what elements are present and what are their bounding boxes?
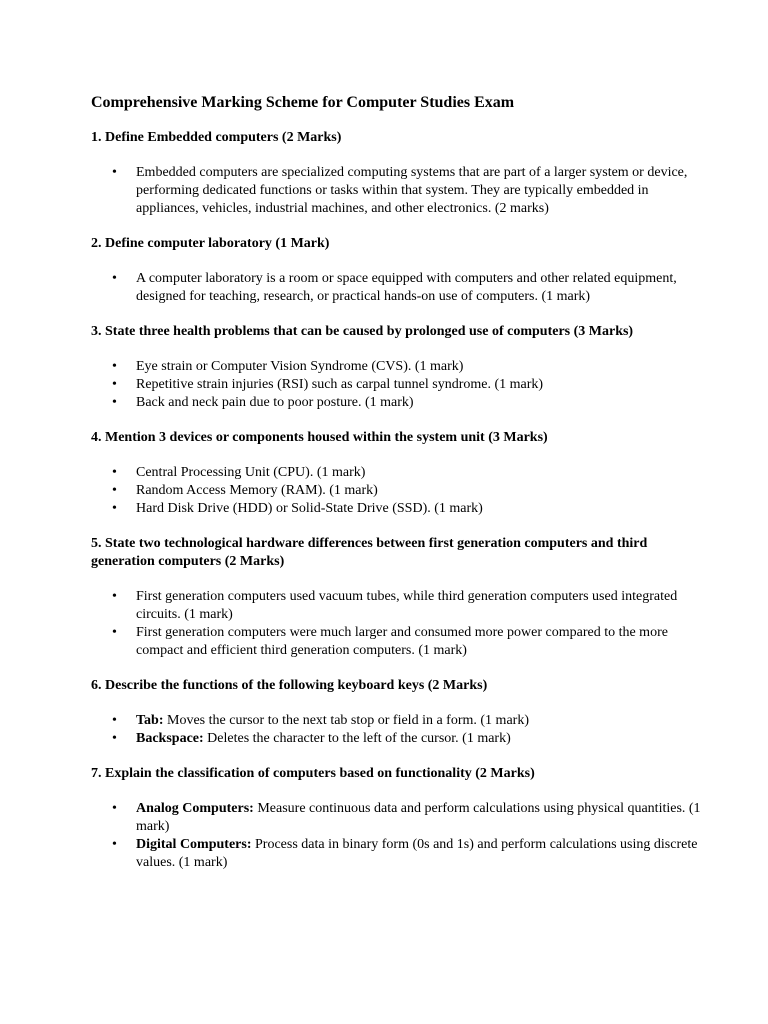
answer-text: Moves the cursor to the next tab stop or field in a form. (1 mark) <box>167 713 529 728</box>
answer-text: Hard Disk Drive (HDD) or Solid-State Drive (SSD). (1 mark) <box>136 501 483 516</box>
question-heading: 1. Define Embedded computers (2 Marks) <box>91 130 342 145</box>
bullet-icon: • <box>112 713 117 728</box>
question-section <box>91 535 708 660</box>
question-section <box>91 323 708 412</box>
question-section <box>91 235 708 306</box>
answer-item <box>112 730 708 748</box>
questions-container <box>91 129 708 872</box>
answer-text: Repetitive strain injuries (RSI) such as carpal tunnel syndrome. (1 mark) <box>136 377 544 392</box>
bullet-icon: • <box>112 483 117 498</box>
answer-text: Central Processing Unit (CPU). (1 mark) <box>136 465 366 480</box>
bullet-icon: • <box>112 395 117 410</box>
answer-text: Random Access Memory (RAM). (1 mark) <box>136 483 378 498</box>
bullet-icon: • <box>112 359 117 374</box>
answer-text: Eye strain or Computer Vision Syndrome (CVS). (1 mark) <box>136 359 464 374</box>
question-section <box>91 677 708 748</box>
answer-term: Tab: <box>136 713 164 728</box>
bullet-icon: • <box>112 377 117 392</box>
question-heading: 5. State two technological hardware differences between first generation computers and third generation computers (2 Marks) <box>91 536 648 569</box>
answer-item <box>112 836 708 872</box>
answer-item <box>112 164 708 218</box>
question-heading: 7. Explain the classification of computers based on functionality (2 Marks) <box>91 766 535 781</box>
answer-text: First generation computers were much larger and consumed more power compared to the more compact and efficient third generation computers. (1 mark) <box>136 625 668 658</box>
answer-item <box>112 394 708 412</box>
answer-text: Embedded computers are specialized computing systems that are part of a larger system or device, performing dedicated functions or tasks within that system. They are typically embedded in appliances, vehicles, industrial machines, and other electronics. (2 marks) <box>136 165 688 216</box>
answer-item <box>112 800 708 836</box>
answer-text: Deletes the character to the left of the cursor. (1 mark) <box>207 731 511 746</box>
answer-item <box>112 464 708 482</box>
question-heading: 4. Mention 3 devices or components housed within the system unit (3 Marks) <box>91 430 548 445</box>
bullet-icon: • <box>112 501 117 516</box>
answer-list <box>91 800 708 872</box>
answer-item <box>112 376 708 394</box>
answer-list <box>91 164 708 218</box>
answer-list <box>91 712 708 748</box>
question-section <box>91 429 708 518</box>
answer-list <box>91 464 708 518</box>
bullet-icon: • <box>112 837 117 852</box>
answer-item <box>112 358 708 376</box>
answer-term: Digital Computers: <box>136 837 252 852</box>
answer-item <box>112 270 708 306</box>
answer-list <box>91 588 708 660</box>
bullet-icon: • <box>112 165 117 180</box>
answer-term: Analog Computers: <box>136 801 254 816</box>
answer-item <box>112 712 708 730</box>
bullet-icon: • <box>112 589 117 604</box>
document-title: Comprehensive Marking Scheme for Computer Studies Exam <box>91 94 515 111</box>
answer-item <box>112 624 708 660</box>
answer-list <box>91 358 708 412</box>
question-section <box>91 765 708 872</box>
answer-list <box>91 270 708 306</box>
bullet-icon: • <box>112 731 117 746</box>
bullet-icon: • <box>112 801 117 816</box>
answer-text: First generation computers used vacuum tubes, while third generation computers used integrated circuits. (1 mark) <box>136 589 678 622</box>
answer-item <box>112 588 708 624</box>
answer-term: Backspace: <box>136 731 204 746</box>
question-heading: 3. State three health problems that can be caused by prolonged use of computers (3 Marks) <box>91 324 634 339</box>
question-heading: 6. Describe the functions of the following keyboard keys (2 Marks) <box>91 678 488 693</box>
bullet-icon: • <box>112 271 117 286</box>
question-section <box>91 129 708 218</box>
answer-item <box>112 500 708 518</box>
answer-text: Process data in binary form (0s and 1s) and perform calculations using discrete values. (1 mark) <box>136 837 698 870</box>
answer-item <box>112 482 708 500</box>
answer-text: A computer laboratory is a room or space equipped with computers and other related equipment, designed for teaching, research, or practical hands-on use of computers. (1 mark) <box>136 271 677 304</box>
bullet-icon: • <box>112 625 117 640</box>
question-heading: 2. Define computer laboratory (1 Mark) <box>91 236 330 251</box>
answer-text: Back and neck pain due to poor posture. (1 mark) <box>136 395 414 410</box>
bullet-icon: • <box>112 465 117 480</box>
answer-text: Measure continuous data and perform calculations using physical quantities. (1 mark) <box>136 801 701 834</box>
